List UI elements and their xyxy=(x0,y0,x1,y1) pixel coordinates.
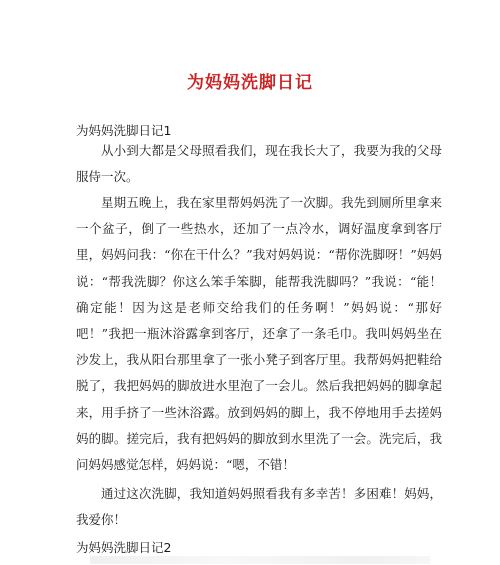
section-heading-1: 为妈妈洗脚日记1 xyxy=(76,123,172,138)
faded-text-line xyxy=(90,556,430,564)
page-title: 为妈妈洗脚日记 xyxy=(187,73,313,93)
paragraph-3: 通过这次洗脚，我知道妈妈照看我有多幸苦！多困难！妈妈，我爱你！ xyxy=(76,486,442,528)
section-heading-2: 为妈妈洗脚日记2 xyxy=(76,540,172,555)
paragraph-1: 从小到大都是父母照看我们，现在我长大了，我要为我的父母服侍一次。 xyxy=(76,143,442,185)
paragraph-2: 星期五晚上，我在家里帮妈妈洗了一次脚。我先到厕所里拿来一个盆子，倒了一些热水，还加了一点冷水，调好温度拿到客厅里，妈妈问我：“你在干什么？”我对妈妈说：“帮你洗脚呀！”妈妈说：“帮我洗脚？你这么笨手笨脚，能帮我洗脚吗？”我说：“能！确定能！因为这是老师交给我们的任务啊！”妈妈说：“那好吧！”我把一瓶沐浴露拿到客厅，还拿了一条毛巾。我叫妈妈坐在沙发上，我从阳台那里拿了一张小凳子到客厅里。我帮妈妈把鞋给脱了，我把妈妈的脚放进水里泡了一会儿。然后我把妈妈的脚拿起来，用手挤了一些沐浴露。放到妈妈的脚上，我不停地用手去搓妈妈的脚。搓完后，我有把妈妈的脚放到水里洗了一会。洗完后，我问妈妈感觉怎样，妈妈说：“嗯，不错！ xyxy=(76,195,442,473)
